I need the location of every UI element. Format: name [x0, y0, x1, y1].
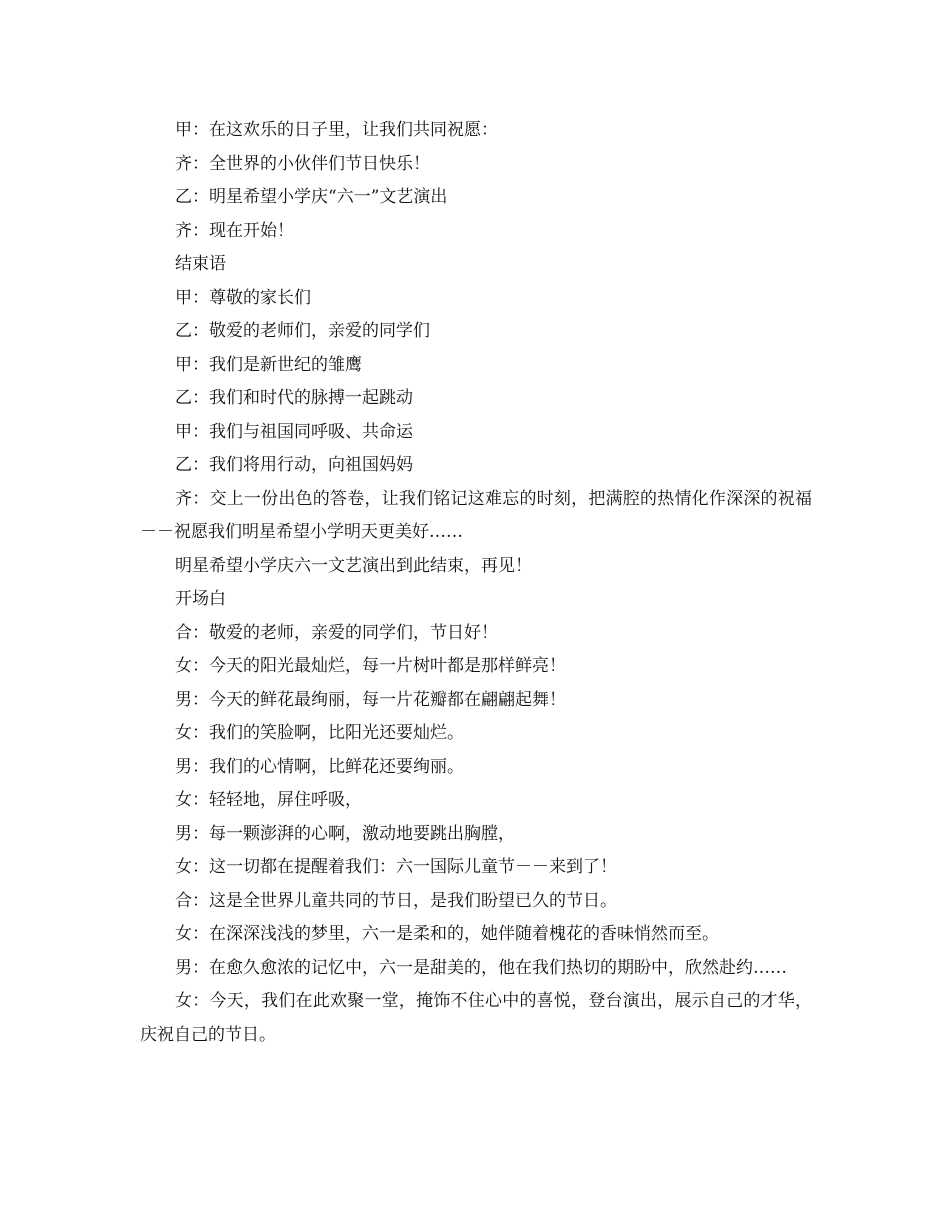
script-line: 女：我们的笑脸啊，比阳光还要灿烂。	[175, 723, 464, 743]
script-line: 女：今天的阳光最灿烂，每一片树叶都是那样鲜亮！	[175, 656, 566, 676]
script-line: 甲：我们是新世纪的雏鹰	[175, 354, 362, 375]
script-line: 乙：敬爱的老师们，亲爱的同学们	[175, 321, 430, 341]
script-line: 女：这一切都在提醒着我们：六一国际儿童节－－来到了！	[175, 857, 617, 877]
script-line: 女：今天，我们在此欢聚一堂，掩饰不住心中的喜悦，登台演出，展示自己的才华，庆祝自己的节日。	[140, 991, 812, 1045]
script-line: 甲：我们与祖国同呼吸、共命运	[175, 421, 413, 442]
script-line: 甲：尊敬的家长们	[175, 287, 311, 308]
script-line: 乙：明星希望小学庆“六一”文艺演出	[175, 187, 448, 207]
script-line: 明星希望小学庆六一文艺演出到此结束，再见！	[175, 555, 532, 576]
script-line: 甲：在这欢乐的日子里，让我们共同祝愿：	[175, 120, 498, 140]
script-line: 齐：全世界的小伙伴们节日快乐！	[175, 153, 430, 174]
script-line: 女：轻轻地，屏住呼吸，	[175, 790, 362, 810]
script-line: 女：在深深浅浅的梦里，六一是柔和的，她伴随着槐花的香味悄然而至。	[175, 924, 719, 944]
script-line: 乙：我们和时代的脉搏一起跳动	[175, 388, 413, 408]
script-line: 男：在愈久愈浓的记忆中，六一是甜美的，他在我们热切的期盼中，欣然赴约……	[175, 957, 787, 978]
script-line: 齐：现在开始！	[175, 220, 294, 241]
section-heading: 结束语	[175, 254, 226, 274]
script-line: 男：每一颗澎湃的心啊，激动地要跳出胸膛，	[175, 823, 515, 844]
script-line: 合：这是全世界儿童共同的节日，是我们盼望已久的节日。	[175, 890, 617, 911]
document-body	[140, 114, 812, 1052]
script-line: 乙：我们将用行动，向祖国妈妈	[175, 455, 413, 475]
section-heading: 开场白	[175, 589, 226, 609]
script-line: 男：今天的鲜花最绚丽，每一片花瓣都在翩翩起舞！	[175, 689, 566, 710]
script-line: 男：我们的心情啊，比鲜花还要绚丽。	[175, 756, 464, 777]
script-line: 合：敬爱的老师，亲爱的同学们，节日好！	[175, 622, 498, 643]
script-line: 齐：交上一份出色的答卷，让我们铭记这难忘的时刻，把满腔的热情化作深深的祝福－－祝愿我们明星希望小学明天更美好……	[140, 488, 812, 542]
